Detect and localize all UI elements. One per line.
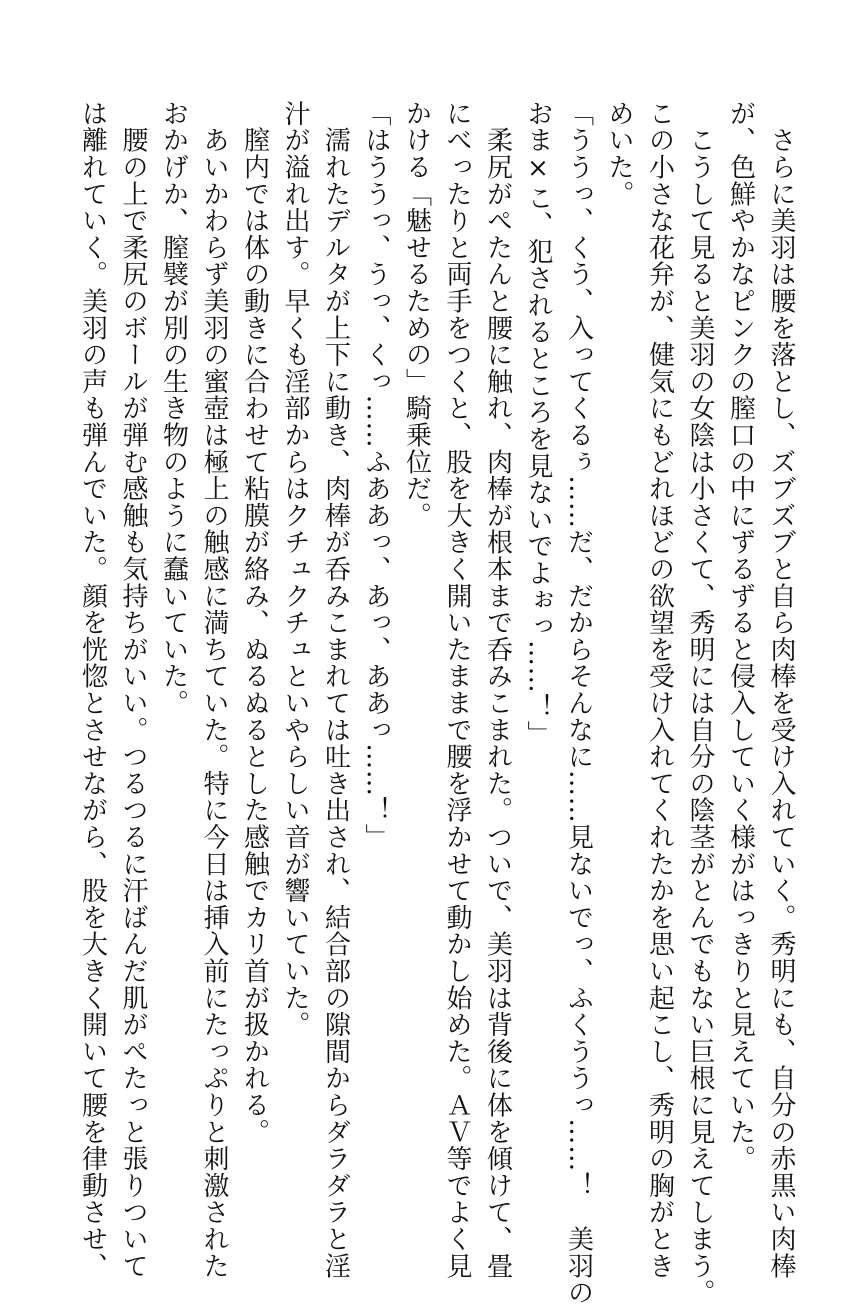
text-line: かける「魅せるための」騎乗位だ。 (401, 100, 432, 529)
text-line: 「ううっ、くう、入ってくるぅ……だ、だからそんなに……見ないでっ、ふくううっ……！ 美羽の (563, 100, 594, 1306)
text-line: 「はううっ、うっ、くっ……ふああっ、あっ、ああっ……！」 (361, 100, 391, 851)
text-line: あいかわらず美羽の蜜壺は極上の触感に満ちていた。特に今日は挿入前にたっぷりと刺激された (199, 100, 229, 1280)
vertical-text-block (72, 100, 801, 1306)
text-line: 腰の上で柔尻のボールが弾む感触も気持ちがいい。つるつるに汗ばんだ肌がぺたっと張りついて (118, 100, 148, 1280)
text-line: めいた。 (604, 100, 634, 208)
text-line: この小さな花弁が、健気にもどれほどの欲望を受け入れてくれたかを思い起こし、秀明の胸がとき (644, 100, 675, 1280)
text-line: さらに美羽は腰を落とし、ズブズブと自ら肉棒を受け入れていく。秀明にも、自分の赤黒い肉棒 (766, 100, 796, 1280)
text-line: にべったりと両手をつくと、股を大きく開いたままで腰を浮かせて動かし始めた。ＡＶ等でよく見 (442, 100, 472, 1280)
text-line: 濡れたデルタが上下に動き、肉棒が呑みこまれては吐き出され、結合部の隙間からダラダラと淫 (320, 100, 351, 1280)
text-line: こうして見ると美羽の女陰は小さくて、秀明には自分の陰茎がとんでもない巨根に見えてしまう。 (685, 100, 715, 1306)
text-line: 膣内では体の動きに合わせて粘膜が絡み、ぬるぬるとした感触でカリ首が扱かれる。 (239, 100, 270, 1146)
text-line: 柔尻がぺたんと腰に触れ、肉棒が根本まで呑みこまれた。ついで、美羽は背後に体を傾けて、畳 (482, 100, 513, 1280)
text-line: は離れていく。美羽の声も弾んでいた。顔を恍惚とさせながら、股を大きく開いて腰を律動させ、 (77, 100, 108, 1280)
text-line: おま×こ、犯されるところを見ないでよぉっ……！」 (523, 100, 553, 748)
text-line: が、色鮮やかなピンクの膣口の中にずるずると侵入していく様がはっきりと見えていた。 (725, 100, 756, 1172)
text-line: 汁が溢れ出す。早くも淫部からはクチュクチュといやらしい音が響いていた。 (280, 100, 310, 1038)
text-line: おかげか、膣襞が別の生き物のように蠢いていた。 (158, 100, 189, 717)
